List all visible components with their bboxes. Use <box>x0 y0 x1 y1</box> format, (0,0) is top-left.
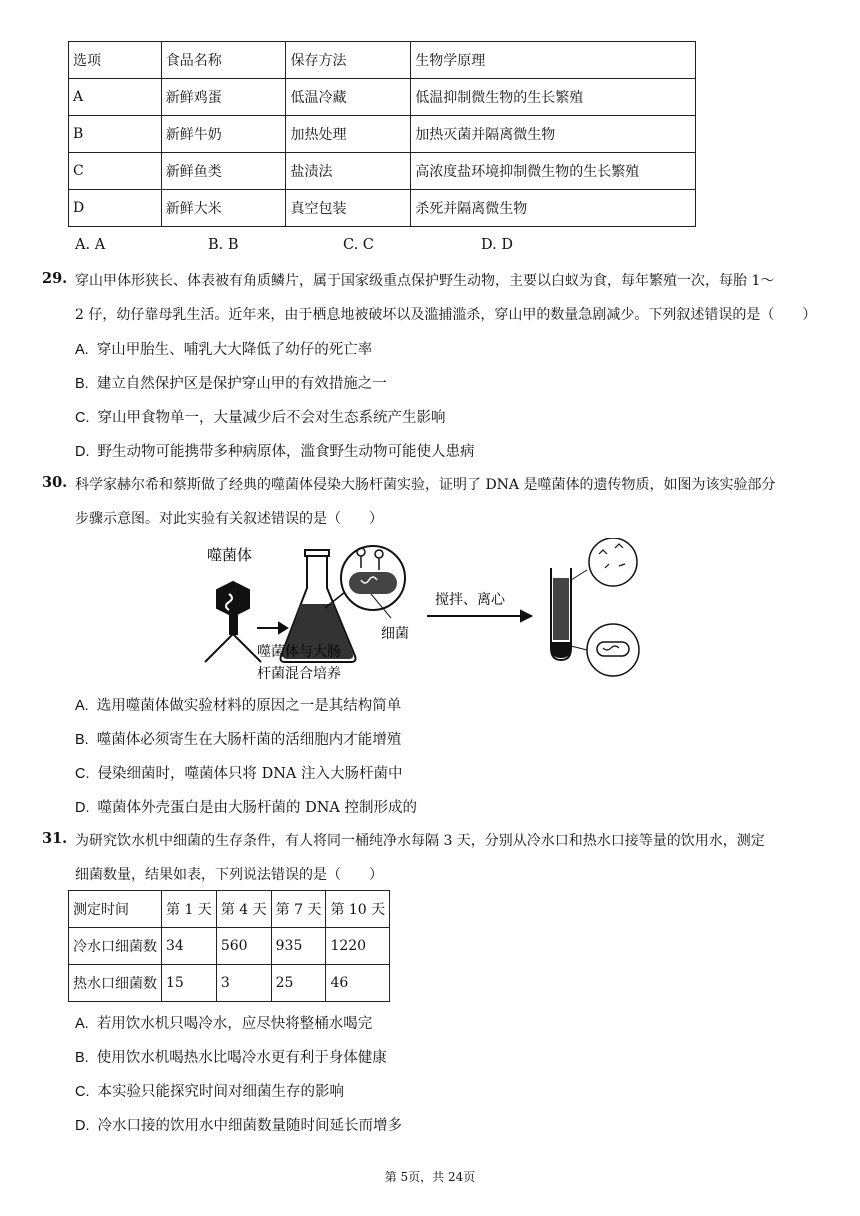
q28-table-cell: 高浓度盐环境抑制微生物的生长繁殖 <box>411 153 696 190</box>
q28-option-a: A. A <box>75 237 106 253</box>
q28-table-cell: 食品名称 <box>161 42 286 79</box>
arrow-2-icon <box>427 611 531 621</box>
q31-table-cell: 测定时间 <box>69 891 162 928</box>
q29-number: 29. <box>42 270 68 287</box>
q28-table-cell: 选项 <box>69 42 162 79</box>
q31-stem-line1: 为研究饮水机中细菌的生存条件，有人将同一桶纯净水每隔 3 天，分别从冷水口和热水口接等量的饮用水，测定 <box>75 833 765 849</box>
q28-table-cell: 真空包装 <box>286 190 411 227</box>
q31-table-row <box>69 928 390 965</box>
q30-option-d: D. 噬菌体外壳蛋白是由大肠杆菌的 DNA 控制形成的 <box>75 800 418 816</box>
pellet-view-icon <box>571 624 639 676</box>
q30-option-b: B. 噬菌体必须寄生在大肠杆菌的活细胞内才能增殖 <box>75 732 402 748</box>
q29-option-d: D. 野生动物可能携带多种病原体，滥食野生动物可能使人患病 <box>75 444 475 460</box>
q29-option-a: A. 穿山甲胎生、哺乳大大降低了幼仔的死亡率 <box>75 342 373 358</box>
q31-table-cell: 3 <box>216 965 271 1002</box>
q28-table-cell: 盐渍法 <box>286 153 411 190</box>
q30-option-c: C. 侵染细菌时，噬菌体只将 DNA 注入大肠杆菌中 <box>75 766 403 782</box>
q30-stem-line1: 科学家赫尔希和蔡斯做了经典的噬菌体侵染大肠杆菌实验，证明了 DNA 是噬菌体的遗传物质，如图为该实验部分 <box>75 477 776 493</box>
q29-option-c: C. 穿山甲食物单一，大量减少后不会对生态系统产生影响 <box>75 410 446 426</box>
q31-stem-line2: 细菌数量，结果如表，下列说法错误的是（ ） <box>75 867 383 883</box>
supernatant-view-icon <box>571 538 637 586</box>
q31-table-row <box>69 965 390 1002</box>
mix-label-line2: 杆菌混合培养 <box>257 666 341 682</box>
q31-table-cell: 第 4 天 <box>216 891 271 928</box>
phage-label: 噬菌体 <box>207 546 253 564</box>
q28-table <box>68 41 696 227</box>
q28-table-row <box>69 153 696 190</box>
q28-table-cell: 新鲜牛奶 <box>161 116 286 153</box>
q28-table-cell: 杀死并隔离微生物 <box>411 190 696 227</box>
q31-number: 31. <box>42 830 68 847</box>
q28-table-cell: D <box>69 190 162 227</box>
stir-centrifuge-label: 搅拌、离心 <box>435 592 505 608</box>
q28-table-cell: 加热处理 <box>286 116 411 153</box>
q31-table-cell: 1220 <box>326 928 390 965</box>
q28-table-cell: 生物学原理 <box>411 42 696 79</box>
q28-table-cell: B <box>69 116 162 153</box>
q31-table-cell: 34 <box>162 928 217 965</box>
mix-label-line1: 噬菌体与大肠 <box>257 644 341 660</box>
q28-table-cell: 加热灭菌并隔离微生物 <box>411 116 696 153</box>
q28-table-cell: 新鲜鸡蛋 <box>161 79 286 116</box>
phage-icon <box>205 582 261 662</box>
q28-table-cell: 低温抑制微生物的生长繁殖 <box>411 79 696 116</box>
q28-table-row <box>69 190 696 227</box>
q31-table-cell: 第 1 天 <box>162 891 217 928</box>
q31-table-cell: 25 <box>271 965 326 1002</box>
q28-option-d: D. D <box>481 237 513 253</box>
test-tube-icon <box>551 568 571 660</box>
q31-table-cell: 第 10 天 <box>326 891 390 928</box>
q28-table-cell: 低温冷藏 <box>286 79 411 116</box>
q31-table-cell: 560 <box>216 928 271 965</box>
q31-table-cell: 热水口细菌数 <box>69 965 162 1002</box>
q28-option-b: B. B <box>208 237 239 253</box>
q29-stem-line1: 穿山甲体形狭长、体表被有角质鳞片，属于国家级重点保护野生动物，主要以白蚁为食，每年繁殖一次，每胎 1～ <box>75 273 775 289</box>
page-footer: 第 5页，共 24页 <box>384 1170 476 1184</box>
q30-stem-line2: 步骤示意图。对此实验有关叙述错误的是（ ） <box>75 511 383 527</box>
q31-option-b: B. 使用饮水机喝热水比喝冷水更有利于身体健康 <box>75 1050 387 1066</box>
bacteria-label: 细菌 <box>381 626 409 642</box>
q28-option-c: C. C <box>343 237 374 253</box>
q28-table-cell: C <box>69 153 162 190</box>
q30-number: 30. <box>42 474 68 491</box>
q31-table-row <box>69 891 390 928</box>
q31-table-cell: 第 7 天 <box>271 891 326 928</box>
q31-option-c: C. 本实验只能探究时间对细菌生存的影响 <box>75 1084 344 1100</box>
q28-table-row <box>69 79 696 116</box>
q28-table-row <box>69 42 696 79</box>
q28-table-cell: 新鲜鱼类 <box>161 153 286 190</box>
q31-table-cell: 15 <box>162 965 217 1002</box>
q31-option-d: D. 冷水口接的饮用水中细菌数量随时间延长而增多 <box>75 1118 402 1134</box>
phage-experiment-figure <box>195 538 655 688</box>
q28-table-cell: 保存方法 <box>286 42 411 79</box>
q31-table-cell: 46 <box>326 965 390 1002</box>
q30-option-a: A. 选用噬菌体做实验材料的原因之一是其结构简单 <box>75 698 402 714</box>
magnified-view-icon <box>325 546 405 618</box>
q31-table-cell: 冷水口细菌数 <box>69 928 162 965</box>
q31-option-a: A. 若用饮水机只喝冷水，应尽快将整桶水喝完 <box>75 1016 373 1032</box>
q31-table-cell: 935 <box>271 928 326 965</box>
arrow-1-icon <box>257 623 287 633</box>
q31-table <box>68 890 390 1002</box>
q28-table-cell: 新鲜大米 <box>161 190 286 227</box>
q28-table-cell: A <box>69 79 162 116</box>
q29-stem-line2: 2 仔，幼仔靠母乳生活。近年来，由于栖息地被破坏以及滥捕滥杀，穿山甲的数量急剧减少。下列叙述错误的是（ ） <box>75 307 817 323</box>
q29-option-b: B. 建立自然保护区是保护穿山甲的有效措施之一 <box>75 376 387 392</box>
q28-table-row <box>69 116 696 153</box>
